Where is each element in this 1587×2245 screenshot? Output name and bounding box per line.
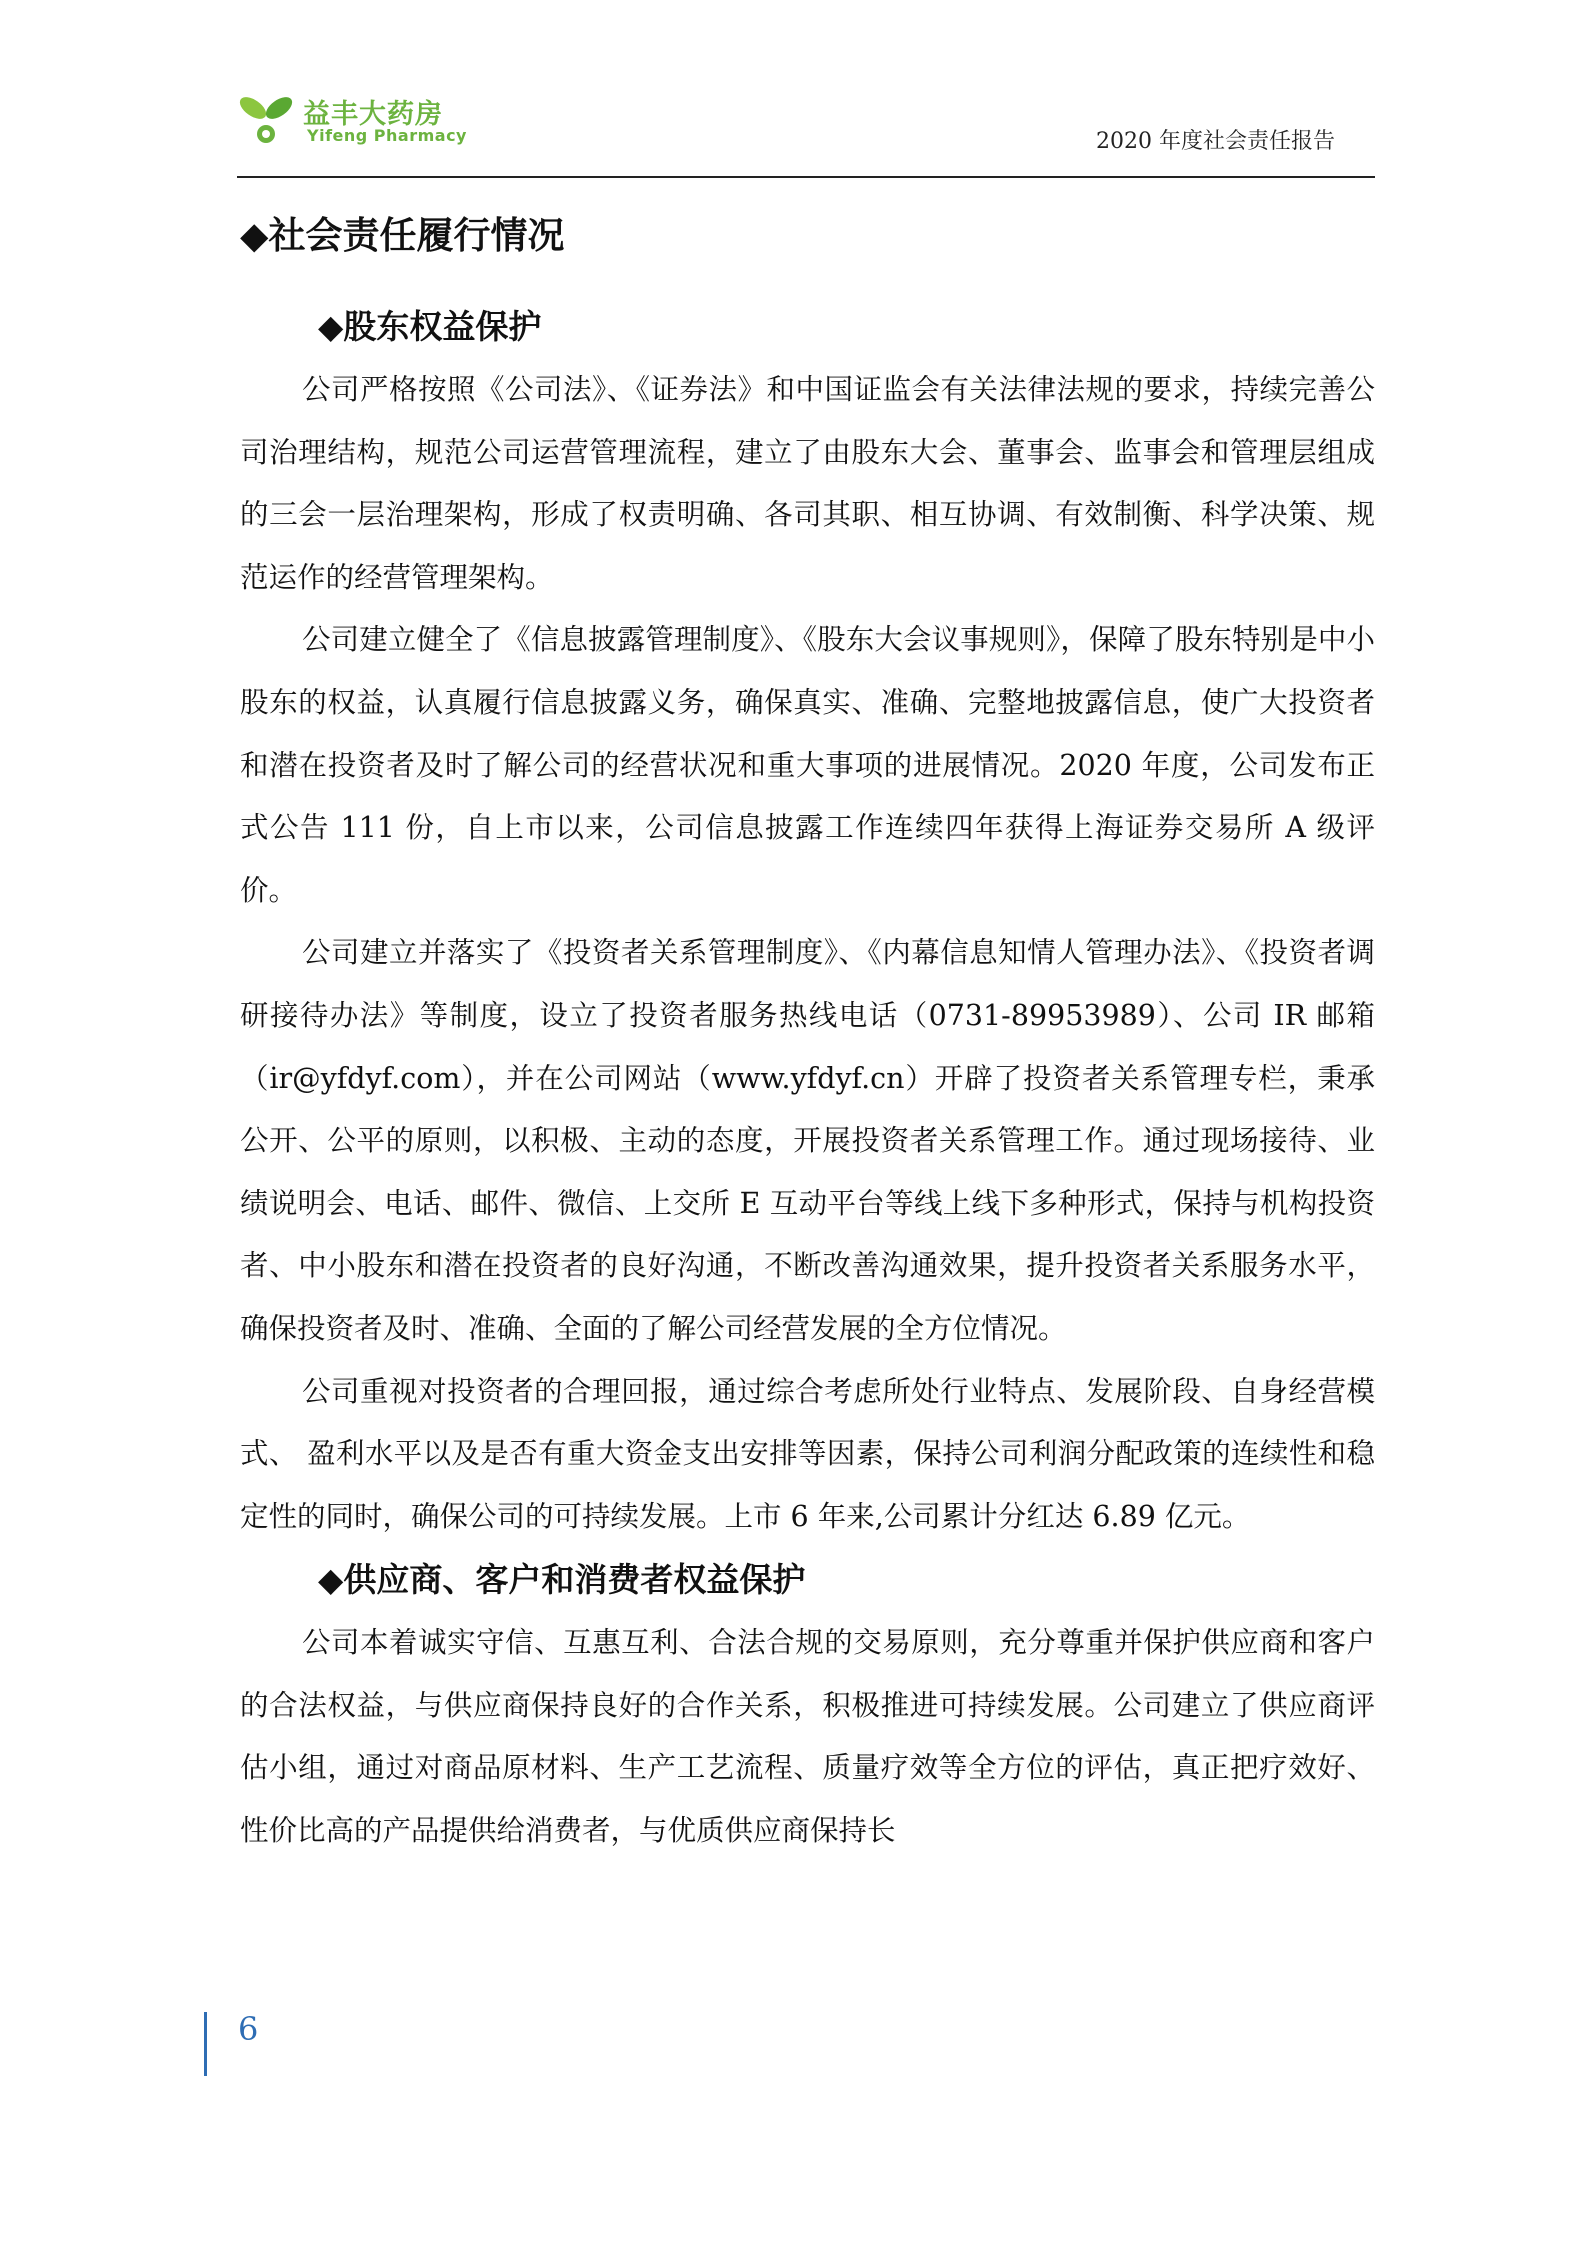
page-number: 6 [238,2010,259,2048]
paragraph: 公司本着诚实守信、互惠互利、合法合规的交易原则，充分尊重并保护供应商和客户的合法权益，与供应商保持良好的合作关系，积极推进可持续发展。公司建立了供应商评估小组，通过对商品原材料、生产工艺流程、质量疗效等全方位的评估，真正把疗效好、性价比高的产品提供给消费者，与优质供应商保持长 [240,1626,1375,1848]
subsection-heading: ◆股东权益保护 [318,307,542,346]
logo-english-name: Yifeng Pharmacy [307,126,467,145]
report-title: 2020 年度社会责任报告 [1096,129,1335,154]
paragraph: 公司建立健全了《信息披露管理制度》、《股东大会议事规则》，保障了股东特别是中小股东的权益，认真履行信息披露义务，确保真实、准确、完整地披露信息，使广大投资者和潜在投资者及时了解公司的经营状况和重大事项的进展情况。2020 年度，公司发布正式公告 111 份，自上市以来，公司信息披露工作连续四年获得上海证券交易所 A 级评价。 [240,623,1375,907]
subsection-heading: ◆供应商、客户和消费者权益保护 [318,1560,806,1600]
company-logo [237,86,537,156]
page-header [237,86,1375,178]
paragraph: 公司严格按照《公司法》、《证券法》和中国证监会有关法律法规的要求，持续完善公司治理结构，规范公司运营管理流程，建立了由股东大会、董事会、监事会和管理层组成的三会一层治理架构，形成了权责明确、各司其职、相互协调、有效制衡、科学决策、规范运作的经营管理架构。 [240,373,1375,594]
subsection-supplier-customer-rights [240,1548,1375,1862]
paragraph: 公司建立并落实了《投资者关系管理制度》、《内幕信息知情人管理办法》、《投资者调研接待办法》等制度，设立了投资者服务热线电话（0731-89953989）、公司 IR 邮箱（ir@yfdyf.com），并在公司网站（www.yfdyf.cn）开辟了投资者关系管理专栏，秉承公开、公平的原则，以积极、主动的态度，开展投资者关系管理工作。通过现场接待、业绩说明会、电话、邮件、微信、上交所 E 互动平台等线上线下多种形式，保持与机构投资者、中小股东和潜在投资者的良好沟通，不断改善沟通效果，提升投资者关系服务水平，确保投资者及时、准确、全面的了解公司经营发展的全方位情况。 [240,936,1375,1345]
footer-accent-bar [204,2012,207,2076]
leaf-logo-icon [237,92,297,148]
paragraph: 公司重视对投资者的合理回报，通过综合考虑所处行业特点、发展阶段、自身经营模式、 盈利水平以及是否有重大资金支出安排等因素，保持公司利润分配政策的连续性和稳定性的同时，确保公司的可持续发展。上市 6 年来,公司累计分红达 6.89 亿元。 [240,1374,1375,1533]
logo-chinese-name: 益丰大药房 [303,99,443,130]
section-title: ◆社会责任履行情况 [240,214,565,257]
main-content [240,210,1375,1863]
subsection-shareholder-rights [240,295,1375,1548]
